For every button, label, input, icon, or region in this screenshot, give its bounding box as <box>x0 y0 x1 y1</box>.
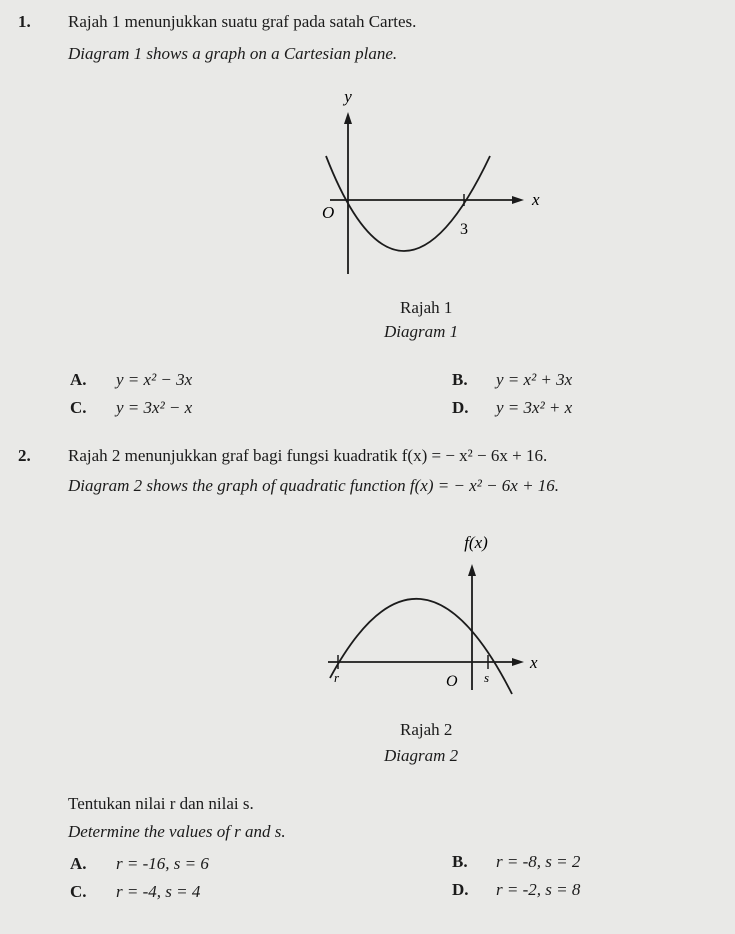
q1-option-c-text[interactable]: y = 3x² − x <box>116 398 193 417</box>
diagram-1-root-label: 3 <box>460 221 468 238</box>
diagram-2-s-label: s <box>484 670 490 685</box>
question-2-prompt-en: Determine the values of r and s. <box>68 822 286 841</box>
diagram-1-x-label: x <box>532 190 540 209</box>
diagram-2-r-label: r <box>334 670 340 685</box>
question-1-text-en: Diagram 1 shows a graph on a Cartesian plane. <box>68 44 398 63</box>
diagram-1-y-arrow <box>344 112 352 124</box>
question-2-text-en: Diagram 2 shows the graph of quadratic function f(x) = − x² − 6x + 16. <box>68 476 560 495</box>
q2-option-a-letter: A. <box>70 854 87 873</box>
question-1-number: 1. <box>18 12 31 31</box>
q1-option-b-text[interactable]: y = x² + 3x <box>496 370 573 389</box>
q2-option-a-text[interactable]: r = -16, s = 6 <box>116 854 209 873</box>
diagram-1-x-arrow <box>512 196 524 204</box>
q1-option-a-letter: A. <box>70 370 87 389</box>
question-2-prompt-ms: Tentukan nilai r dan nilai s. <box>68 794 254 813</box>
diagram-1-caption-ms: Rajah 1 <box>400 298 453 317</box>
q2-option-b-text[interactable]: r = -8, s = 2 <box>496 852 581 871</box>
q2-option-c-letter: C. <box>70 882 87 901</box>
q1-option-d-text[interactable]: y = 3x² + x <box>496 398 573 417</box>
q2-option-d-letter: D. <box>452 880 469 899</box>
diagram-1-y-label: y <box>344 87 352 106</box>
q1-option-d-letter: D. <box>452 398 469 417</box>
diagram-2-graph <box>300 508 560 704</box>
diagram-2-y-arrow <box>468 564 476 576</box>
q1-option-b-letter: B. <box>452 370 468 389</box>
q1-option-a-text[interactable]: y = x² − 3x <box>116 370 193 389</box>
diagram-1-origin-label: O <box>322 203 335 222</box>
q2-option-d-text[interactable]: r = -2, s = 8 <box>496 880 581 899</box>
diagram-2-x-label: x <box>530 653 538 672</box>
diagram-1-graph <box>300 84 560 284</box>
question-1-text-ms: Rajah 1 menunjukkan suatu graf pada satah Cartes. <box>68 12 417 31</box>
diagram-2-y-label: f(x) <box>464 533 488 552</box>
question-2-text-ms: Rajah 2 menunjukkan graf bagi fungsi kuadratik f(x) = − x² − 6x + 16. <box>68 446 548 465</box>
diagram-1-caption-en: Diagram 1 <box>384 322 459 341</box>
q1-option-c-letter: C. <box>70 398 87 417</box>
diagram-2-caption-ms: Rajah 2 <box>400 720 453 739</box>
question-2-number: 2. <box>18 446 31 465</box>
q2-option-c-text[interactable]: r = -4, s = 4 <box>116 882 201 901</box>
q2-option-b-letter: B. <box>452 852 468 871</box>
diagram-2-caption-en: Diagram 2 <box>384 746 459 765</box>
diagram-2-origin-label: O <box>446 673 458 690</box>
diagram-2-x-arrow <box>512 658 524 666</box>
